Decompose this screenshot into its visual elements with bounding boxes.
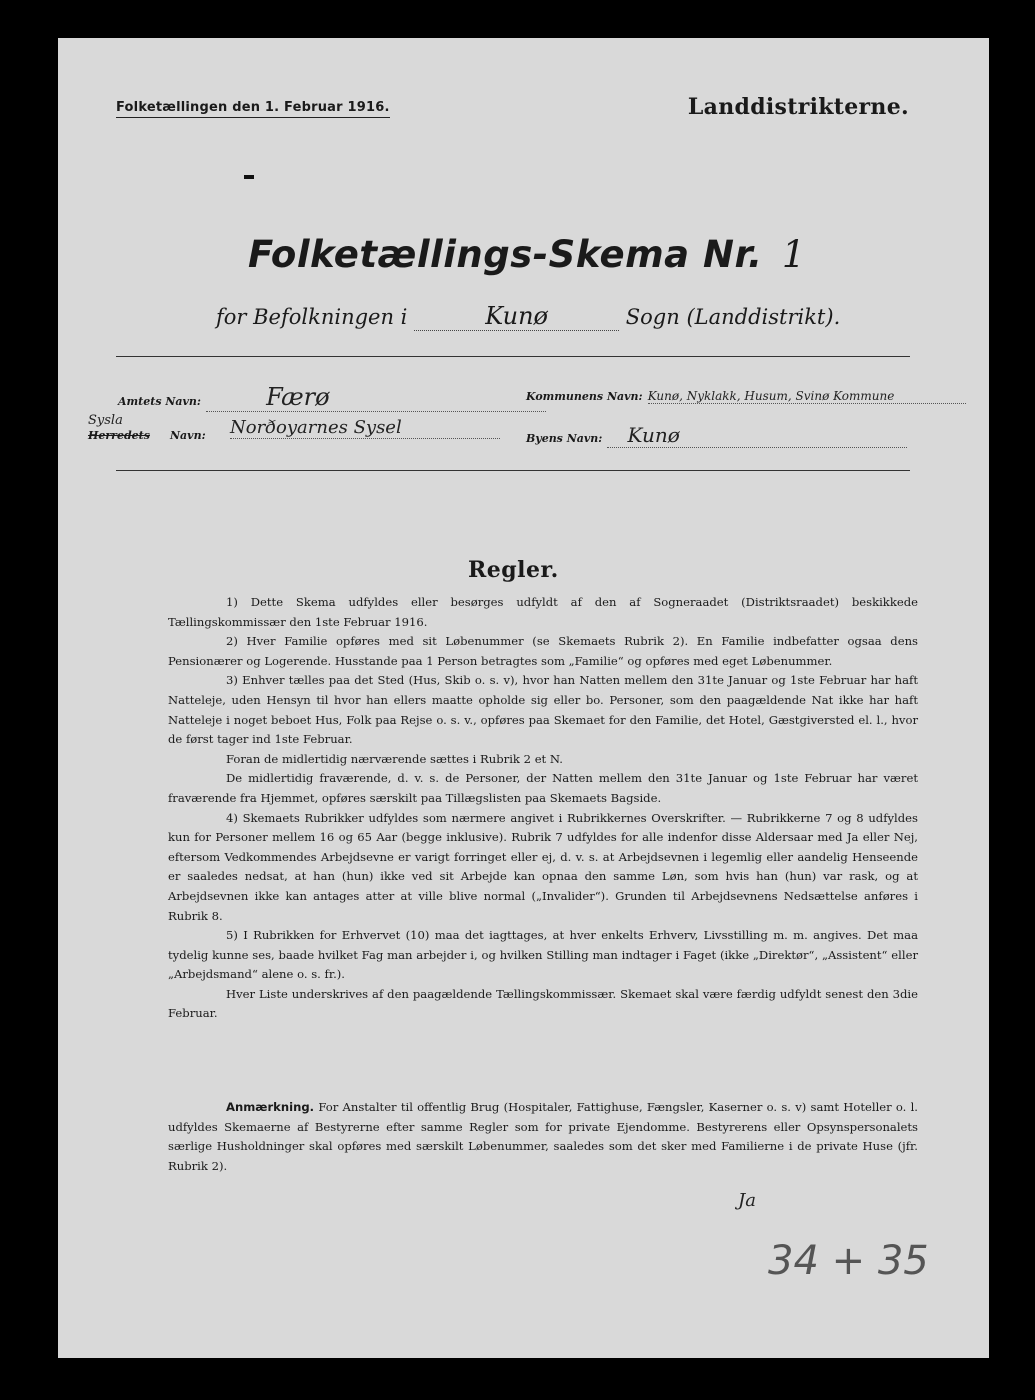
district-type-header: Landdistrikterne.	[687, 94, 909, 120]
kommune-value: Kunø, Nyklakk, Husum, Svinø Kommune	[648, 389, 966, 404]
rule-paragraph: 5) I Rubrikken for Erhvervet (10) maa det iagttages, at hver enkelts Erhverv, Livsstilling m. m. angives. Det maa tydelig kunne ses, baade hvilket Fag man arbejder i, og hvilken Stilling man indtager i Faget (ikke „Direktør“, „Assistent“ eller „Arbejdsmand“ alene o. s. fr.).	[168, 928, 918, 982]
form-title-text: Folketællings-Skema Nr.	[248, 233, 763, 276]
amt-label: Amtets Navn:	[118, 395, 201, 408]
subtitle-suffix: Sogn (Landdistrikt).	[625, 305, 841, 329]
divider-top	[116, 356, 910, 357]
rule-paragraph: 2) Hver Familie opføres med sit Løbenummer (se Skemaets Rubrik 2). En Familie indbefatter ogsaa dens Pensionærer og Logerende. Husstande paa 1 Person betragtes som „Familie“ og opføres med eget Løbenummer.	[168, 634, 918, 668]
by-value: Kunø	[607, 423, 907, 448]
handwritten-mark: Ja	[738, 1190, 756, 1211]
kommune-field	[526, 385, 966, 404]
folio-number: 34 + 35	[768, 1238, 929, 1284]
form-subtitle	[216, 302, 840, 331]
rules-list	[168, 593, 918, 1024]
by-label: Byens Navn:	[526, 432, 603, 445]
kommune-label: Kommunens Navn:	[526, 390, 643, 403]
subtitle-prefix: for Befolkningen i	[216, 305, 408, 329]
form-number: 1	[781, 233, 806, 276]
herred-label: Herredets	[88, 429, 150, 442]
by-field	[526, 423, 907, 448]
amt-value: Færø	[206, 383, 546, 412]
census-date-header: Folketællingen den 1. Februar 1916.	[116, 100, 390, 118]
rules-heading: Regler.	[468, 557, 559, 583]
rule-paragraph: Hver Liste underskrives af den paagældende Tællingskommissær. Skemaet skal være færdig udfyldt senest den 3die Februar.	[168, 986, 918, 1021]
divider-bottom	[116, 470, 910, 471]
note-label: Anmærkning.	[226, 1100, 315, 1114]
amt-field	[118, 383, 546, 412]
sysla-handwritten: Sysla	[88, 413, 123, 428]
dash-mark	[244, 175, 254, 179]
rule-paragraph: Foran de midlertidig nærværende sættes i Rubrik 2 et N.	[226, 751, 563, 766]
rule-paragraph: 4) Skemaets Rubrikker udfyldes som nærmere angivet i Rubrikkernes Overskrifter. — Rubrikkerne 7 og 8 udfyldes kun for Personer mellem 16 og 65 Aar (begge inklusive). Rubrik 7 udfyldes for alle indenfor disse Aldersaar med Ja eller Nej, eftersom Vedkommendes Arbejdsevne er varigt forringet eller ej, d. v. s. at Arbejdsevnen i legemlig eller aandelig Henseende er saaledes nedsat, at han (hun) ikke ved sit Arbejde kan opnaa den samme Løn, som hvis han (hun) var rask, og at Arbejdsevnen ikke kan antages atter at ville blive normal („Invalider“). Grunden til Arbejdsevnens Nedsættelse anføres i Rubrik 8.	[168, 810, 918, 923]
rule-paragraph: De midlertidig fraværende, d. v. s. de Personer, der Natten mellem den 31te Januar og 1ste Februar har været fraværende fra Hjemmet, opføres særskilt paa Tillægslisten paa Skemaets Bagside.	[168, 771, 918, 805]
rule-paragraph: 3) Enhver tælles paa det Sted (Hus, Skib o. s. v), hvor han Natten mellem den 31te Januar og 1ste Februar har haft Natteleje, uden Hensyn til hvor han ellers maatte opholde sig eller bo. Personer, som den paagældende Nat ikke har haft Natteleje i noget beboet Hus, Folk paa Rejse o. s. v., opføres paa Skemaet for den Familie, det Hotel, Gæstgiversted el. l., hvor de først tager ind 1ste Februar.	[168, 673, 918, 747]
note-text: For Anstalter til offentlig Brug (Hospitaler, Fattighuse, Fængsler, Kaserner o. s. v) samt Hoteller o. l. udfyldes Skemaerne af Bestyrerne efter samme Regler som for private Ejendomme. Bestyrerens eller Opsynspersonalets særlige Husholdninger skal opføres med særskilt Løbenummer, saaledes som det sker med Familierne i de private Huse (jfr. Rubrik 2).	[168, 1100, 918, 1173]
form-title	[248, 233, 806, 276]
note-paragraph	[168, 1098, 918, 1176]
herred-label-suffix: Navn:	[170, 429, 206, 442]
parish-name: Kunø	[414, 302, 619, 331]
herred-value: Norðoyarnes Sysel	[230, 417, 500, 439]
census-form-page	[58, 38, 989, 1358]
rule-paragraph: 1) Dette Skema udfyldes eller besørges udfyldt af den af Sogneraadet (Distriktsraadet) beskikkede Tællingskommissær den 1ste Februar 1916.	[168, 595, 918, 629]
note-section	[168, 1098, 918, 1176]
